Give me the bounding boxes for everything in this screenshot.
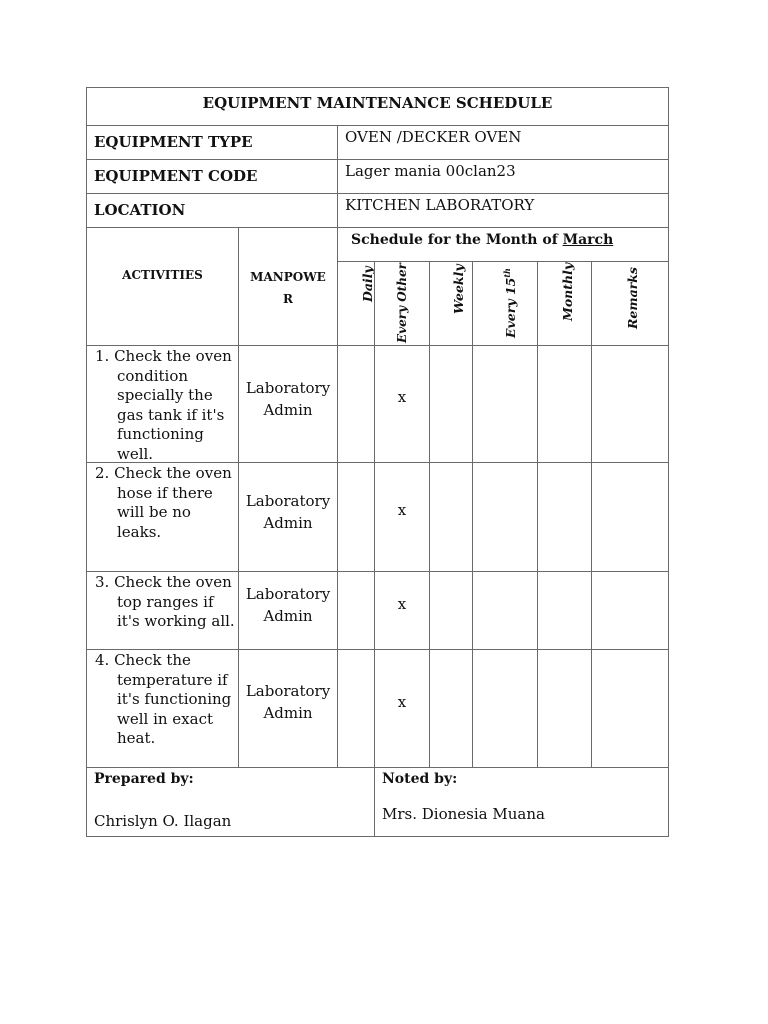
daily-header [337,261,375,346]
activities-header [86,227,239,346]
activity-line: heat. [117,729,156,747]
activity-line: gas tank if it's [117,405,225,424]
equipment-code-label [86,159,338,194]
every-other-header [374,261,430,346]
activity-line: condition [117,366,189,385]
document-title-text: EQUIPMENT MAINTENANCE SCHEDULE [202,94,553,112]
activity-line: it's working all. [117,612,235,630]
equipment-type-label-text: EQUIPMENT TYPE [94,133,253,151]
weekly-cell [429,462,473,572]
location-label-text: LOCATION [94,201,186,219]
schedule-month-header [337,227,669,262]
activity-line: will be no [117,503,191,521]
manpower-header-line2: R [283,292,293,306]
manpower-line: Laboratory [245,379,331,397]
activity-line: temperature if [117,670,228,689]
every-other-cell [374,571,430,650]
noted-by-cell [374,767,669,837]
remarks-header-text: Remarks [625,267,640,329]
prepared-by-name: Chrislyn O. Ilagan [94,811,232,830]
monthly-cell [537,462,592,572]
daily-cell [337,462,375,572]
manpower-cell [238,462,338,572]
every-15th-sup: th [502,268,512,278]
manpower-line: Admin [263,704,313,722]
activity-line: top ranges if [117,592,214,611]
activity-line: hose if there [117,483,213,502]
location-label [86,193,338,228]
monthly-header [537,261,592,346]
manpower-header [238,227,338,346]
monthly-header-text: Monthly [560,262,575,321]
remarks-header [591,261,669,346]
activity-line: 1. Check the oven [95,347,232,365]
remarks-cell [591,649,669,768]
manpower-header-line1: MANPOWE [250,270,326,284]
activity-line: leaks. [117,522,162,541]
schedule-month-prefix: Schedule for the Month of [351,232,563,248]
daily-cell [337,571,375,650]
schedule-mark: x [397,388,407,406]
remarks-cell [591,462,669,572]
activities-header-text: ACTIVITIES [122,268,203,282]
weekly-header-text: Weekly [451,264,466,314]
equipment-code-value-text: Lager mania 00clan23 [345,162,516,180]
weekly-cell [429,649,473,768]
manpower-cell [238,649,338,768]
schedule-mark: x [397,693,407,711]
activity-line: it's functioning [117,690,232,708]
activity-cell [86,571,239,650]
schedule-mark: x [397,501,407,519]
manpower-line: Laboratory [245,585,331,603]
manpower-line: Admin [263,607,313,625]
monthly-cell [537,571,592,650]
every-15th-cell [472,345,538,463]
prepared-by-cell [86,767,375,837]
equipment-type-label [86,125,338,160]
every-other-cell [374,462,430,572]
schedule-mark: x [397,595,407,613]
activity-cell [86,345,239,463]
every-15th-header-text [498,268,521,338]
activity-line: 2. Check the oven [95,464,232,482]
noted-by-label: Noted by: [382,771,458,787]
manpower-line: Laboratory [245,682,331,700]
monthly-cell [537,345,592,463]
document-title [86,87,669,126]
location-value-text: KITCHEN LABORATORY [345,196,535,214]
weekly-header [429,261,473,346]
weekly-cell [429,345,473,463]
manpower-cell [238,571,338,650]
activity-line: well in exact [117,709,214,728]
prepared-by-label: Prepared by: [94,771,194,787]
activity-line: specially the [117,386,213,404]
activity-line: well. [117,444,154,463]
activity-line: 3. Check the oven [95,573,232,591]
schedule-month-name: March [562,232,614,248]
manpower-line: Laboratory [245,492,331,510]
every-other-cell [374,649,430,768]
location-value [337,193,669,228]
every-15th-cell [472,649,538,768]
every-other-cell [374,345,430,463]
daily-header-text: Daily [360,266,375,302]
equipment-type-value [337,125,669,160]
weekly-cell [429,571,473,650]
remarks-cell [591,571,669,650]
daily-cell [337,649,375,768]
equipment-type-value-text: OVEN /DECKER OVEN [345,128,522,146]
activity-cell [86,649,239,768]
manpower-cell [238,345,338,463]
equipment-code-label-text: EQUIPMENT CODE [94,167,258,185]
activity-cell [86,462,239,572]
monthly-cell [537,649,592,768]
remarks-cell [591,345,669,463]
every-15th-cell [472,462,538,572]
every-15th-header [472,261,538,346]
every-15th-cell [472,571,538,650]
equipment-code-value [337,159,669,194]
manpower-line: Admin [263,401,313,419]
noted-by-name: Mrs. Dionesia Muana [382,804,545,823]
activity-line: 4. Check the [95,651,191,669]
every-other-header-text: Every Other [395,263,409,343]
activity-line: functioning [117,425,204,443]
daily-cell [337,345,375,463]
every-15th-main: Every 15 [503,277,519,338]
manpower-line: Admin [263,514,313,532]
